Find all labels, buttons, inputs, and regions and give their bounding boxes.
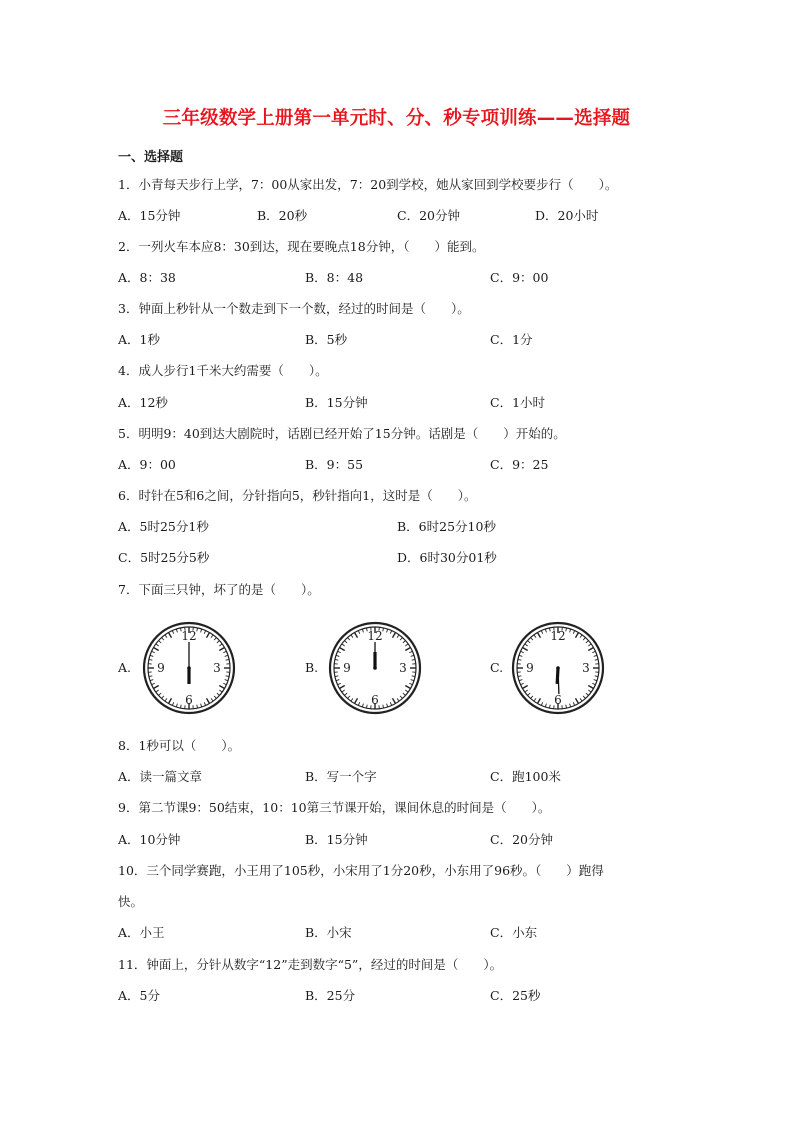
question-7-stem: 7．下面三只钟，坏了的是（ ）。 bbox=[118, 582, 320, 597]
question-8-option-a: A．读一篇文章 bbox=[118, 769, 203, 784]
question-11-option-a: A．5分 bbox=[118, 988, 160, 1003]
svg-text:12: 12 bbox=[367, 629, 383, 643]
question-1-option-b: B．20秒 bbox=[257, 208, 308, 223]
question-9-option-c: C．20分钟 bbox=[490, 832, 553, 847]
question-8-option-b: B．写一个字 bbox=[305, 769, 377, 784]
question-11-option-c: C．25秒 bbox=[490, 988, 541, 1003]
question-2-option-a: A．8：38 bbox=[118, 270, 176, 285]
question-1-option-c: C．20分钟 bbox=[397, 208, 460, 223]
question-6-option-a: A．5时25分1秒 bbox=[118, 519, 209, 534]
svg-text:3: 3 bbox=[582, 661, 590, 675]
question-10-stem: 10．三个同学赛跑，小王用了105秒，小宋用了1分20秒，小东用了96秒。（ ）跑得 bbox=[118, 863, 604, 878]
question-11-option-b: B．25分 bbox=[305, 988, 356, 1003]
clock-a-icon bbox=[141, 620, 237, 716]
svg-text:12: 12 bbox=[181, 629, 197, 643]
question-3-option-c: C．1分 bbox=[490, 332, 533, 347]
question-9-option-b: B．15分钟 bbox=[305, 832, 368, 847]
question-4-option-a: A．12秒 bbox=[118, 395, 168, 410]
question-1-option-d: D．20小时 bbox=[535, 208, 599, 223]
question-10-option-b: B．小宋 bbox=[305, 925, 352, 940]
section-heading: 一、选择题 bbox=[118, 150, 184, 165]
clock-a-label: A. bbox=[118, 660, 132, 675]
question-3-option-a: A．1秒 bbox=[118, 332, 160, 347]
question-10-option-c: C．小东 bbox=[490, 925, 538, 940]
svg-text:9: 9 bbox=[526, 661, 534, 675]
clock-b-icon bbox=[327, 620, 423, 716]
question-2-option-b: B．8：48 bbox=[305, 270, 364, 285]
svg-text:9: 9 bbox=[157, 661, 165, 675]
clock-c-label: C. bbox=[490, 660, 504, 675]
question-9-option-a: A．10分钟 bbox=[118, 832, 181, 847]
question-5-option-c: C．9：25 bbox=[490, 457, 549, 472]
question-4-option-c: C．1小时 bbox=[490, 395, 546, 410]
svg-text:12: 12 bbox=[550, 629, 566, 643]
question-3-option-b: B．5秒 bbox=[305, 332, 348, 347]
question-1-stem: 1．小青每天步行上学，7：00从家出发，7：20到学校，她从家回到学校要步行（ ）。 bbox=[118, 177, 618, 192]
question-9-stem: 9．第二节课9：50结束，10：10第三节课开始，课间休息的时间是（ ）。 bbox=[118, 800, 551, 815]
svg-text:9: 9 bbox=[343, 661, 351, 675]
question-5-option-b: B．9：55 bbox=[305, 457, 364, 472]
question-11-stem: 11．钟面上，分针从数字“12”走到数字“5”，经过的时间是（ ）。 bbox=[118, 957, 503, 972]
question-4-option-b: B．15分钟 bbox=[305, 395, 368, 410]
question-2-option-c: C．9：00 bbox=[490, 270, 549, 285]
question-10-stem-continued: 快。 bbox=[118, 894, 144, 909]
page-title: 三年级数学上册第一单元时、分、秒专项训练——选择题 bbox=[162, 108, 631, 129]
question-1-option-a: A．15分钟 bbox=[118, 208, 181, 223]
svg-text:6: 6 bbox=[371, 693, 379, 707]
question-8-option-c: C．跑100米 bbox=[490, 769, 561, 784]
question-8-stem: 8．1秒可以（ ）。 bbox=[118, 738, 241, 753]
clock-c-icon bbox=[510, 620, 606, 716]
question-6-option-c: C．5时25分5秒 bbox=[118, 550, 210, 565]
question-6-option-d: D．6时30分01秒 bbox=[397, 550, 497, 565]
clock-b-label: B. bbox=[305, 660, 319, 675]
svg-text:3: 3 bbox=[399, 661, 407, 675]
question-2-stem: 2．一列火车本应8：30到达，现在要晚点18分钟，（ ）能到。 bbox=[118, 239, 485, 254]
svg-text:6: 6 bbox=[554, 693, 562, 707]
question-3-stem: 3．钟面上秒针从一个数走到下一个数，经过的时间是（ ）。 bbox=[118, 301, 470, 316]
question-5-stem: 5．明明9：40到达大剧院时，话剧已经开始了15分钟。话剧是（ ）开始的。 bbox=[118, 426, 566, 441]
svg-text:3: 3 bbox=[213, 661, 221, 675]
question-4-stem: 4．成人步行1千米大约需要（ ）。 bbox=[118, 363, 328, 378]
svg-text:6: 6 bbox=[185, 693, 193, 707]
question-5-option-a: A．9：00 bbox=[118, 457, 176, 472]
question-6-option-b: B．6时25分10秒 bbox=[397, 519, 496, 534]
question-10-option-a: A．小王 bbox=[118, 925, 165, 940]
question-6-stem: 6．时针在5和6之间，分针指向5，秒针指向1，这时是（ ）。 bbox=[118, 488, 477, 503]
